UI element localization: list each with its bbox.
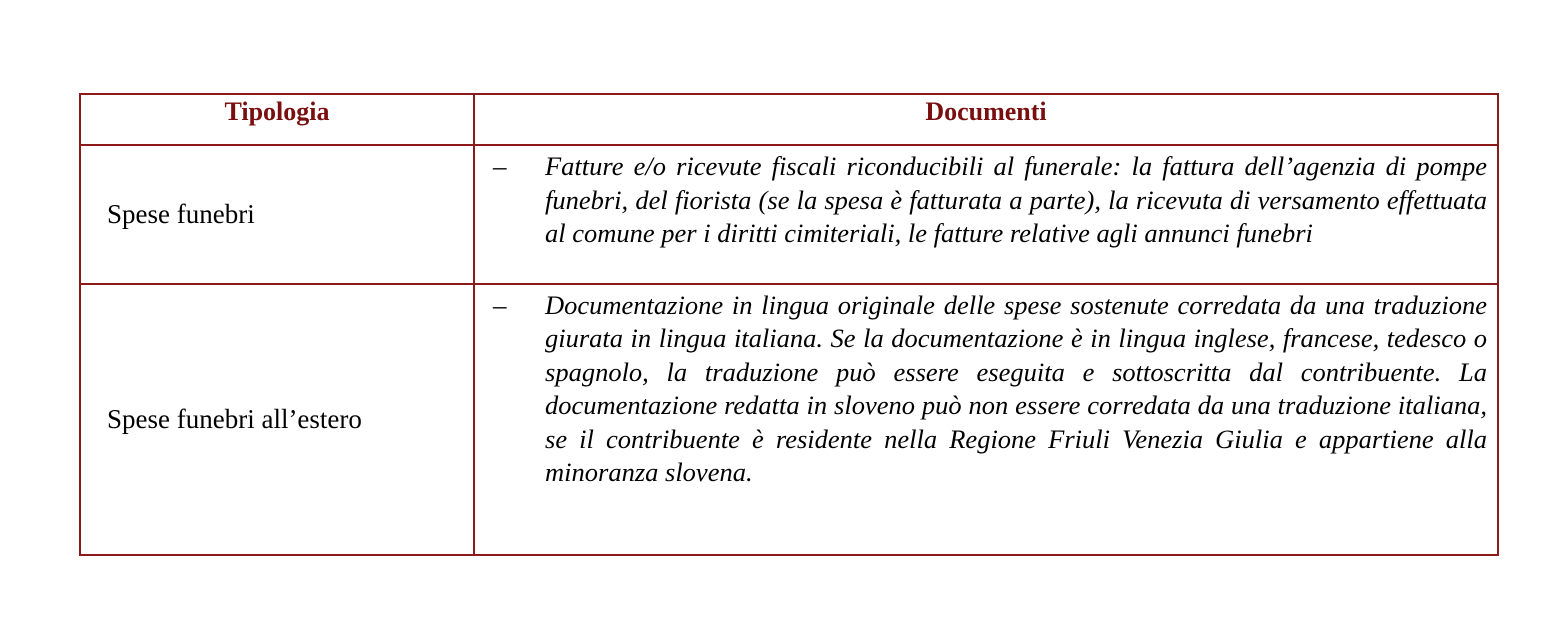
header-tipologia: Tipologia [80, 94, 474, 145]
list-item [493, 289, 1487, 490]
list-item [493, 150, 1487, 251]
dash-bullet: – [493, 289, 507, 320]
documenti-text: Fatture e/o ricevute fiscali riconducibili al funerale: la fattura dell’agenzia di pompe funebri, del fiorista (se la spesa è fatturata a parte), la ricevuta di versamento effettuata al comune per i diritti cimiteriali, le fatture relative agli annunci funebri [545, 151, 1487, 249]
tipologia-cell: Spese funebri [80, 145, 474, 284]
table-header-row [80, 94, 1498, 145]
table-row [80, 284, 1498, 555]
documenti-text: Documentazione in lingua originale delle spese sostenute corredata da una traduzione giurata in lingua italiana. Se la documentazione è in lingua inglese, francese, tedesco o spagnolo, la traduzione può essere eseguita e sottoscritta dal contribuente. La documentazione redatta in sloveno può non essere corredata da una traduzione italiana, se il contribuente è residente nella Regione Friuli Venezia Giulia e appartiene alla minoranza slovena. [545, 289, 1487, 488]
documenti-cell [474, 145, 1498, 284]
table-row [80, 145, 1498, 284]
documenti-cell [474, 284, 1498, 555]
documents-table [79, 93, 1499, 556]
header-documenti: Documenti [474, 94, 1498, 145]
tipologia-cell: Spese funebri all’estero [80, 284, 474, 555]
dash-bullet: – [493, 151, 507, 182]
